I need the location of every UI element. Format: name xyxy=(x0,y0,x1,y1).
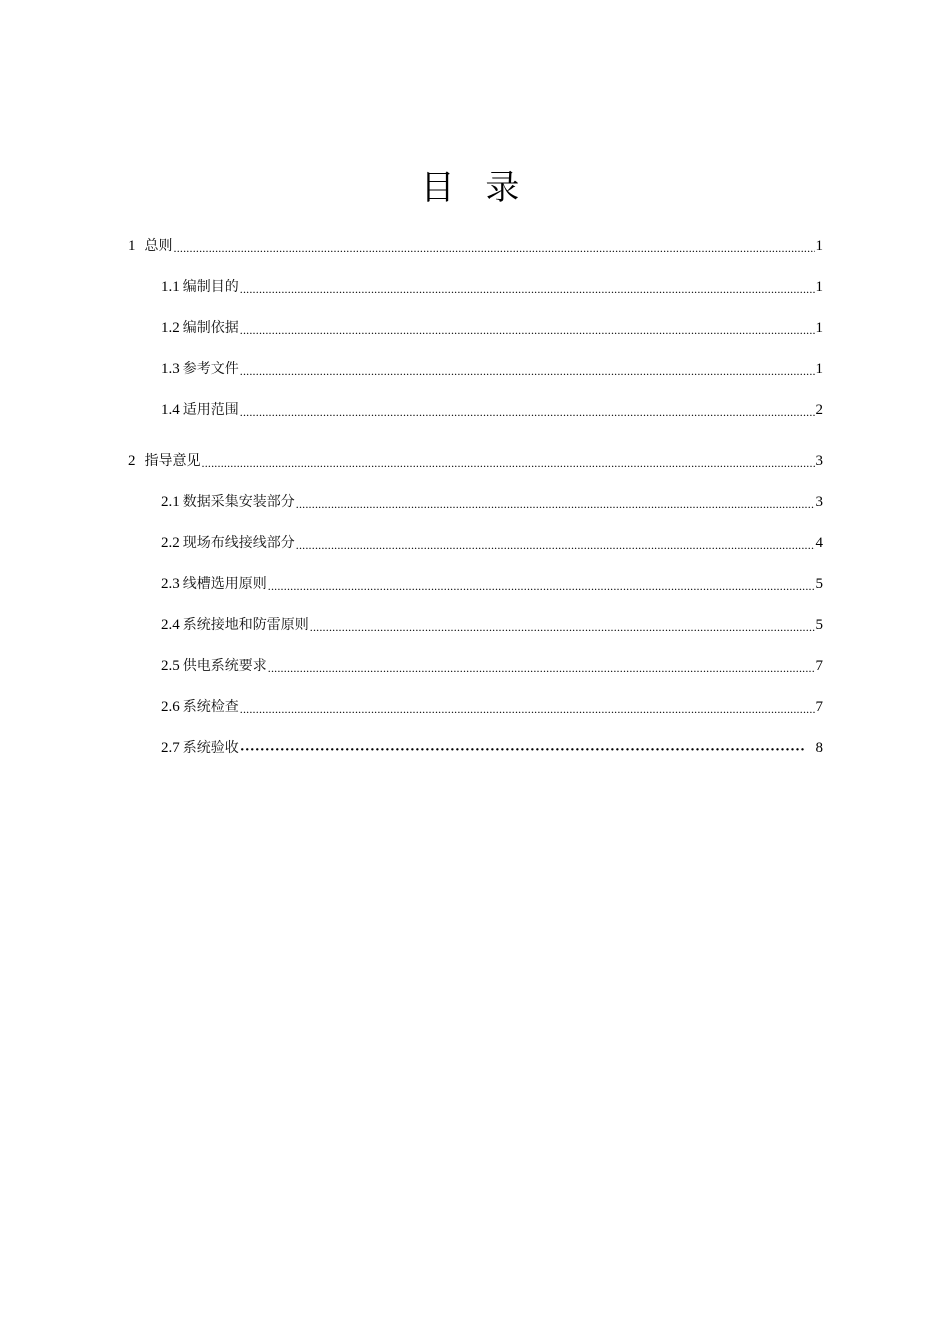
toc-entry-label: 总则 xyxy=(144,238,173,254)
toc-dot-leader xyxy=(174,239,815,257)
toc-entry-page: 5 xyxy=(815,576,823,592)
toc-dot-leader xyxy=(310,618,815,636)
toc-entry-page: 1 xyxy=(815,279,823,295)
toc-dot-leader xyxy=(240,280,815,298)
toc-dot-leader xyxy=(296,536,815,554)
toc-entry-number: 2.6 xyxy=(161,699,180,715)
toc-entry-label: 编制依据 xyxy=(182,320,239,336)
toc-entry-number: 2.1 xyxy=(161,494,180,510)
toc-entry-1-2[interactable] xyxy=(161,317,823,339)
toc-entry-number: 1 xyxy=(128,238,136,254)
toc-dot-leader xyxy=(202,454,815,472)
toc-entry-1-4[interactable] xyxy=(161,399,823,421)
toc-entry-label: 线槽选用原则 xyxy=(182,576,267,592)
toc-entry-label: 适用范围 xyxy=(182,402,239,418)
toc-entry-2-6[interactable] xyxy=(161,696,823,718)
toc-entry-number: 1.4 xyxy=(161,402,180,418)
toc-entry-label: 系统验收 xyxy=(182,740,239,756)
toc-entry-label: 指导意见 xyxy=(144,453,201,469)
toc-entry-label: 供电系统要求 xyxy=(182,658,267,674)
toc-entry-page: 7 xyxy=(815,699,823,715)
toc-entry-page: 8 xyxy=(815,740,823,756)
toc-entry-1-3[interactable] xyxy=(161,358,823,380)
toc-dot-leader xyxy=(240,700,815,718)
toc-entry-number: 1.3 xyxy=(161,361,180,377)
toc-entry-number: 2.5 xyxy=(161,658,180,674)
toc-entry-number: 1.1 xyxy=(161,279,180,295)
toc-entry-2-1[interactable] xyxy=(161,491,823,513)
toc-entry-label: 编制目的 xyxy=(182,279,239,295)
toc-entry-page: 7 xyxy=(815,658,823,674)
toc-dot-leader xyxy=(240,741,804,759)
toc-entry-2-3[interactable] xyxy=(161,573,823,595)
toc-entry-1-1[interactable] xyxy=(161,276,823,298)
toc-entry-2[interactable] xyxy=(128,450,823,472)
toc-entry-page: 1 xyxy=(815,238,823,254)
page-title: 目 录 xyxy=(420,168,530,208)
toc-entry-number: 1.2 xyxy=(161,320,180,336)
toc-dot-leader xyxy=(240,403,815,421)
toc-entry-label: 系统检查 xyxy=(182,699,239,715)
toc-entry-number: 2 xyxy=(128,453,136,469)
toc-entry-label: 现场布线接线部分 xyxy=(182,535,295,551)
toc-dot-leader xyxy=(268,659,815,677)
toc-entry-label: 数据采集安装部分 xyxy=(182,494,295,510)
toc-entry-2-2[interactable] xyxy=(161,532,823,554)
toc-entry-number: 2.3 xyxy=(161,576,180,592)
toc-entry-number: 2.7 xyxy=(161,740,180,756)
toc-dot-leader xyxy=(268,577,815,595)
toc-dot-leader xyxy=(240,321,815,339)
toc-entry-2-5[interactable] xyxy=(161,655,823,677)
toc-entry-page: 3 xyxy=(815,453,823,469)
toc-entry-2-7[interactable] xyxy=(161,737,823,759)
toc-entry-2-4[interactable] xyxy=(161,614,823,636)
toc-entry-page: 4 xyxy=(815,535,823,551)
toc-entry-label: 参考文件 xyxy=(182,361,239,377)
toc-entry-label: 系统接地和防雷原则 xyxy=(182,617,309,633)
toc-dot-leader xyxy=(240,362,815,380)
toc-entry-page: 5 xyxy=(815,617,823,633)
toc-entry-page: 3 xyxy=(815,494,823,510)
toc-entry-number: 2.2 xyxy=(161,535,180,551)
toc-entry-page: 1 xyxy=(815,320,823,336)
toc-entry-page: 2 xyxy=(815,402,823,418)
toc-dot-leader xyxy=(296,495,815,513)
toc-entry-page: 1 xyxy=(815,361,823,377)
toc-entry-1[interactable] xyxy=(128,235,823,257)
toc-entry-number: 2.4 xyxy=(161,617,180,633)
